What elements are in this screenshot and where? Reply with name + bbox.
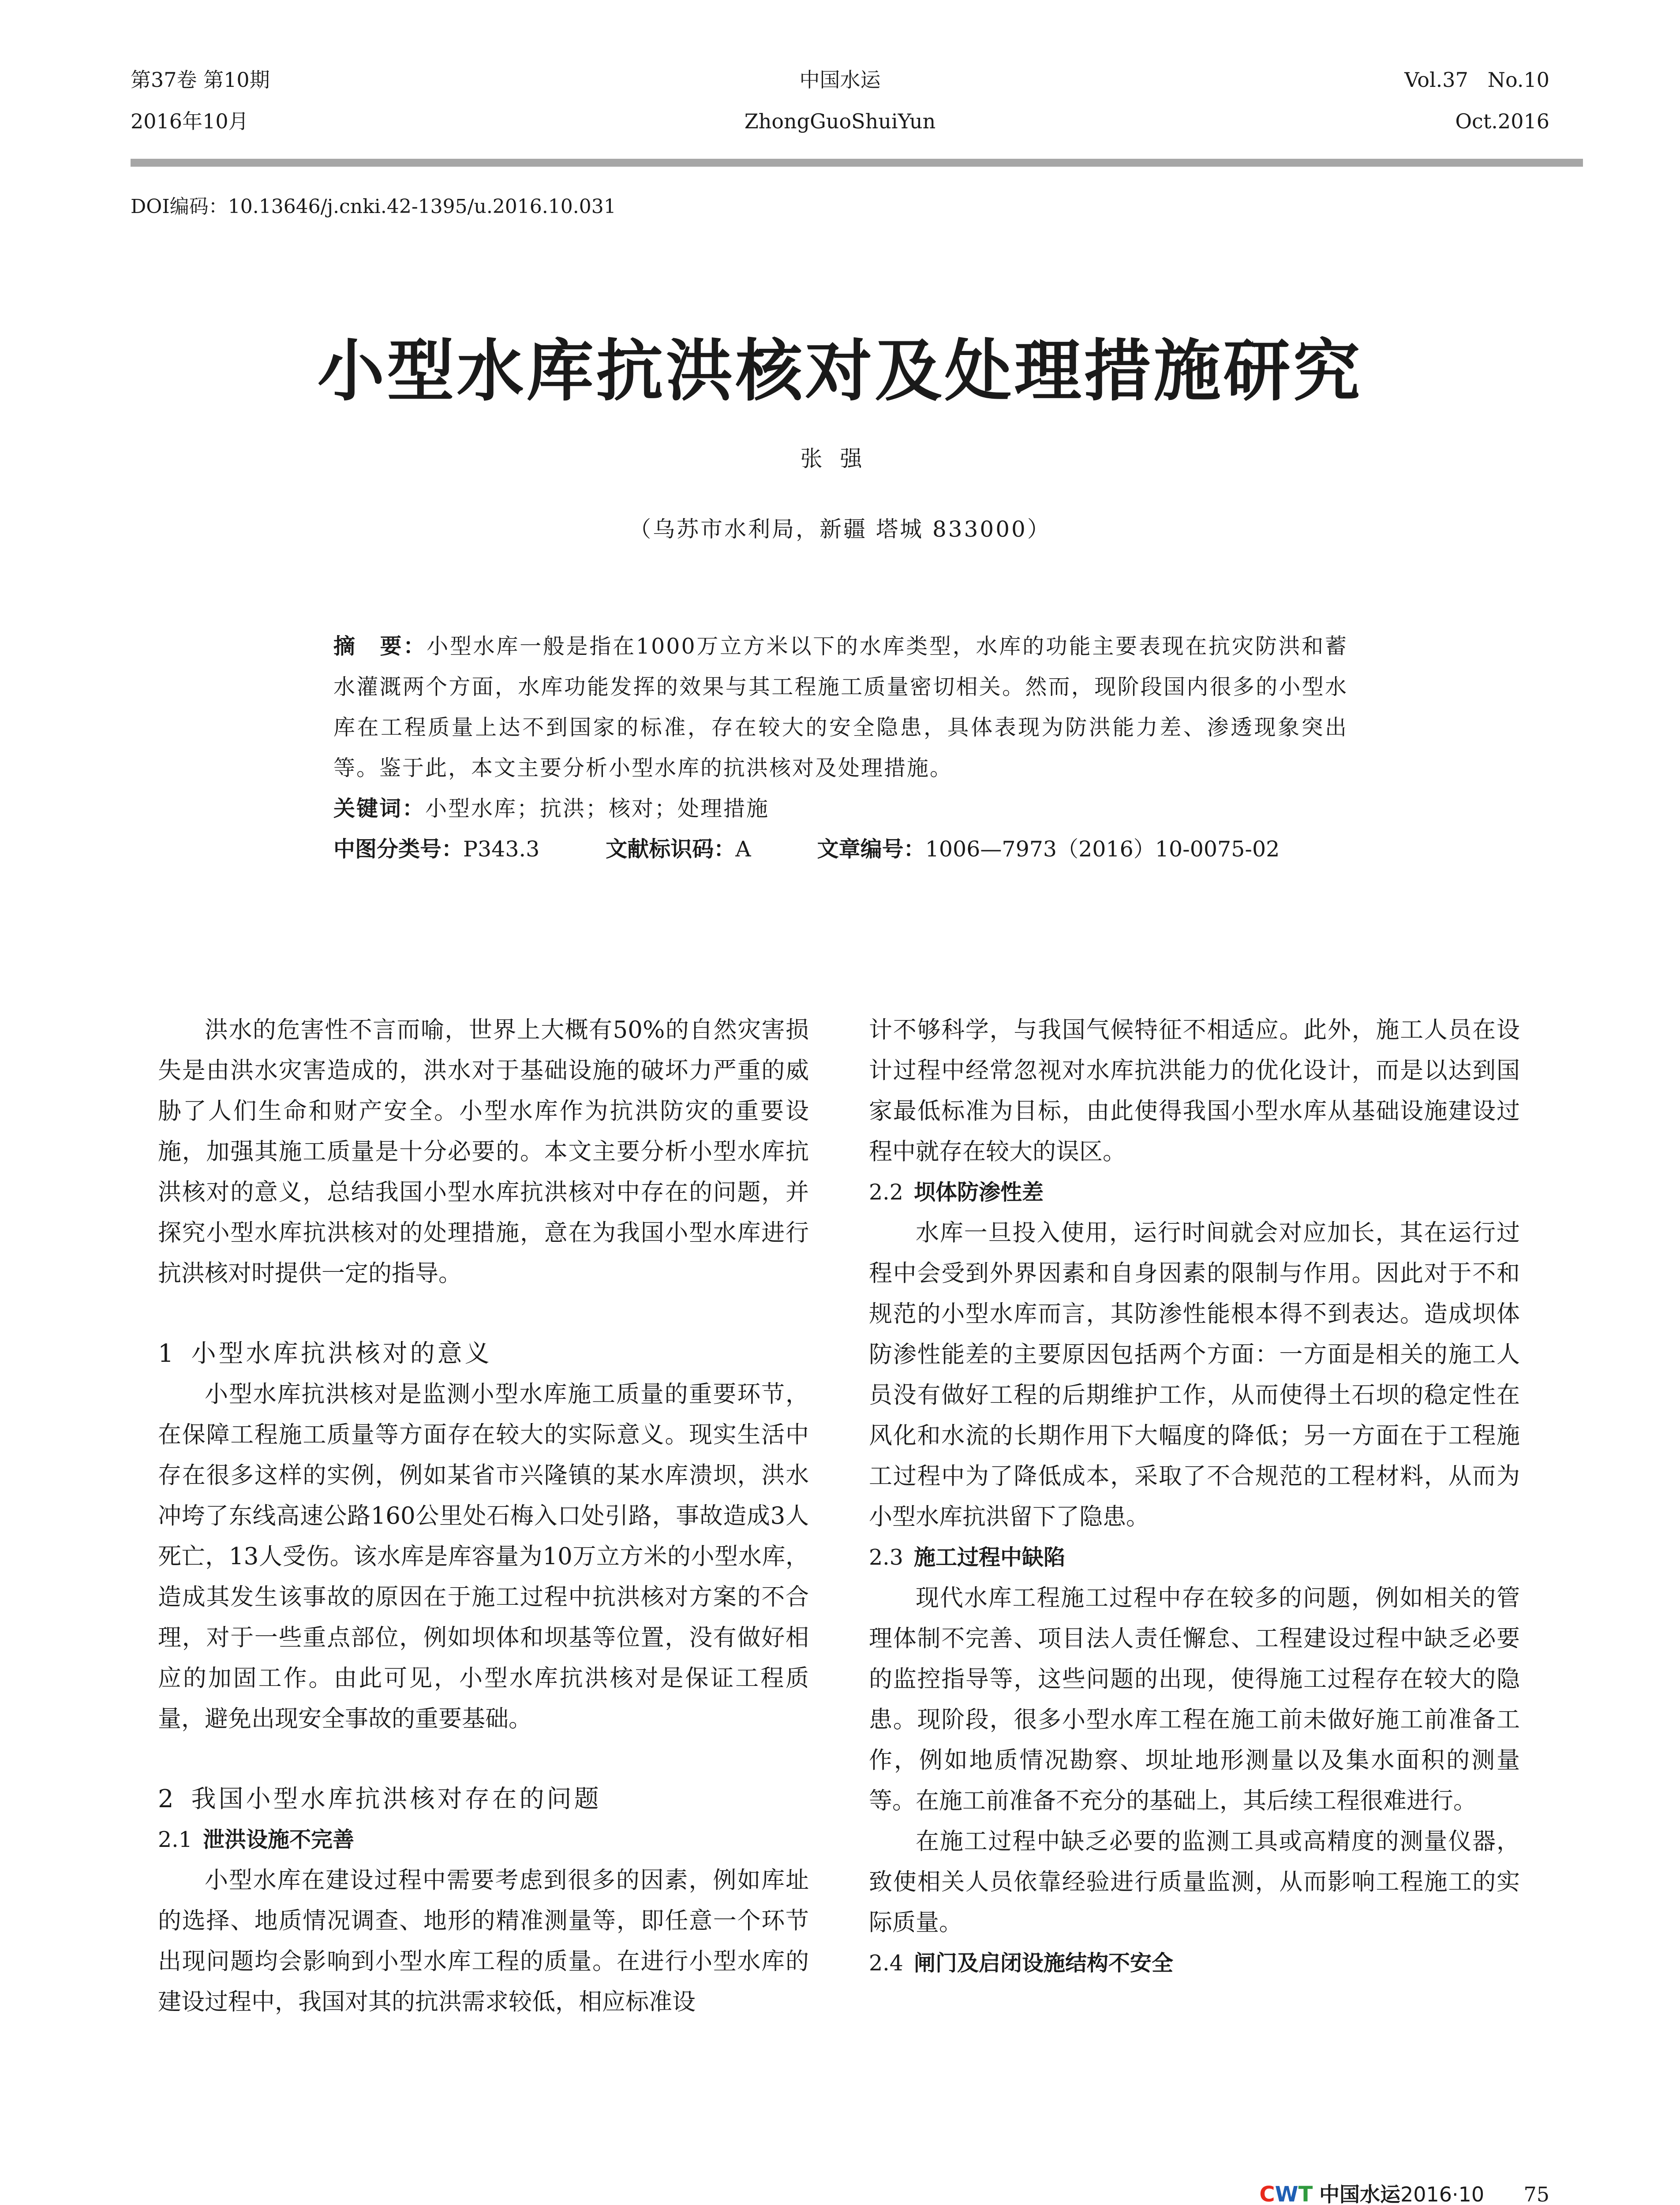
header-journal-pinyin: ZhongGuoShuiYun (744, 109, 936, 133)
abstract (333, 626, 1348, 789)
section-1-heading (158, 1334, 809, 1374)
section-2-1-number: 2.1 (158, 1827, 192, 1852)
section-1-number: 1 (158, 1339, 176, 1368)
intro-paragraph: 洪水的危害性不言而喻，世界上大概有50%的自然灾害损失是由洪水灾害造成的，洪水对于基础设施的破坏力严重的威胁了人们生命和财产安全。小型水库作为抗洪防灾的重要设施，加强其施工质量是十分必要的。本文主要分析小型水库抗洪核对的意义，总结我国小型水库抗洪核对中存在的问题，并探究小型水库抗洪核对的处理措施，意在为我国小型水库进行抗洪核对时提供一定的指导。 (158, 1017, 809, 1287)
section-2-4-title: 闸门及启闭设施结构不安全 (913, 1951, 1173, 1976)
cwt-logo: CWT (1259, 2182, 1313, 2205)
section-2-3-heading (869, 1537, 1520, 1578)
clc-label: 中图分类号： (333, 837, 464, 862)
article-no-value: 1006—7973（2016）10-0075-02 (925, 837, 1280, 862)
section-2-number: 2 (158, 1785, 176, 1813)
affiliation: （乌苏市水利局，新疆 塔城 833000） (629, 516, 1051, 542)
page-footer (1259, 2179, 1549, 2205)
left-column (158, 1010, 809, 2022)
author: 张强 (800, 446, 880, 471)
section-2-2-number: 2.2 (869, 1180, 903, 1205)
section-2-heading (158, 1779, 809, 1820)
header-volume-cn: 第37卷 第10期 (131, 68, 270, 92)
section-2-1-paragraph: 小型水库在建设过程中需要考虑到很多的因素，例如库址的选择、地质情况调查、地形的精准测量等，即任意一个环节出现问题均会影响到小型水库工程的质量。在进行小型水库的建设过程中，我国对其的抗洪需求较低，相应标准设 (158, 1867, 809, 2015)
header-rule (131, 159, 1583, 167)
footer-issue: 2016·10 (1400, 2183, 1485, 2205)
keywords-label: 关键词： (333, 796, 426, 821)
page-number: 75 (1523, 2183, 1549, 2205)
section-2-3-number: 2.3 (869, 1545, 903, 1570)
doi-line: DOI编码：10.13646/j.cnki.42-1395/u.2016.10.031 (131, 195, 616, 218)
section-2-2-heading (869, 1172, 1520, 1213)
section-2-4-heading (869, 1943, 1520, 1984)
abstract-block (333, 626, 1348, 829)
section-2-2-title: 坝体防渗性差 (913, 1180, 1044, 1205)
clc-value: P343.3 (463, 837, 540, 862)
section-2-2-paragraph: 水库一旦投入使用，运行时间就会对应加长，其在运行过程中会受到外界因素和自身因素的限制与作用。因此对于不和规范的小型水库而言，其防渗性能根本得不到表达。造成坝体防渗性能差的主要原因包括两个方面：一方面是相关的施工人员没有做好工程的后期维护工作，从而使得土石坝的稳定性在风化和水流的长期作用下大幅度的降低；另一方面在于工程施工过程中为了降低成本，采取了不合规范的工程材料，从而为小型水库抗洪留下了隐患。 (869, 1219, 1520, 1530)
section-1-paragraph: 小型水库抗洪核对是监测小型水库施工质量的重要环节，在保障工程施工质量等方面存在较大的实际意义。现实生活中存在很多这样的实例，例如某省市兴隆镇的某水库溃坝，洪水冲垮了东线高速公路160公里处石梅入口处引路，事故造成3人死亡，13人受伤。该水库是库容量为10万立方米的小型水库，造成其发生该事故的原因在于施工过程中抗洪核对方案的不合理，对于一些重点部位，例如坝体和坝基等位置，没有做好相应的加固工作。由此可见，小型水库抗洪核对是保证工程质量，避免出现安全事故的重要基础。 (158, 1381, 809, 1732)
abstract-label: 摘 要： (333, 634, 427, 659)
section-1-title: 小型水库抗洪核对的意义 (191, 1339, 492, 1368)
section-2-3-paragraph-2: 在施工过程中缺乏必要的监测工具或高精度的测量仪器，致使相关人员依靠经验进行质量监测，从而影响工程施工的实际质量。 (869, 1828, 1520, 1936)
section-2-title: 我国小型水库抗洪核对存在的问题 (191, 1785, 602, 1813)
section-2-1-heading (158, 1820, 809, 1860)
doc-code-value: A (735, 837, 751, 862)
paper-title: 小型水库抗洪核对及处理措施研究 (317, 331, 1363, 410)
classification-line (333, 829, 1280, 870)
keywords (333, 789, 1348, 829)
right-column (869, 1010, 1520, 1984)
header-volume-en: Vol.37 No.10 (1404, 68, 1549, 92)
footer-journal-name: 中国水运 (1319, 2183, 1400, 2205)
header-journal-cn: 中国水运 (799, 68, 881, 92)
abstract-text: 小型水库一般是指在1000万立方米以下的水库类型，水库的功能主要表现在抗灾防洪和蓄水灌溉两个方面，水库功能发挥的效果与其工程施工质量密切相关。然而，现阶段国内很多的小型水库在工程质量上达不到国家的标准，存在较大的安全隐患，具体表现为防洪能力差、渗透现象突出等。鉴于此，本文主要分析小型水库的抗洪核对及处理措施。 (333, 634, 1348, 781)
section-2-1-title: 泄洪设施不完善 (202, 1827, 354, 1852)
section-2-4-number: 2.4 (869, 1951, 903, 1976)
section-2-3-title: 施工过程中缺陷 (913, 1545, 1065, 1570)
header-date-en: Oct.2016 (1455, 109, 1549, 133)
header-date-cn: 2016年10月 (131, 109, 249, 133)
continued-paragraph: 计不够科学，与我国气候特征不相适应。此外，施工人员在设计过程中经常忽视对水库抗洪能力的优化设计，而是以达到国家最低标准为目标，由此使得我国小型水库从基础设施建设过程中就存在较大的误区。 (869, 1017, 1520, 1165)
article-no-label: 文章编号： (817, 837, 925, 862)
keywords-text: 小型水库；抗洪；核对；处理措施 (425, 796, 770, 821)
section-2-3-paragraph-1: 现代水库工程施工过程中存在较多的问题，例如相关的管理体制不完善、项目法人责任懈怠、工程建设过程中缺乏必要的监控指导等，这些问题的出现，使得施工过程存在较大的隐患。现阶段，很多小型水库工程在施工前未做好施工前准备工作，例如地质情况勘察、坝址地形测量以及集水面积的测量等。在施工前准备不充分的基础上，其后续工程很难进行。 (869, 1585, 1520, 1814)
doc-code-label: 文献标识码： (606, 837, 736, 862)
